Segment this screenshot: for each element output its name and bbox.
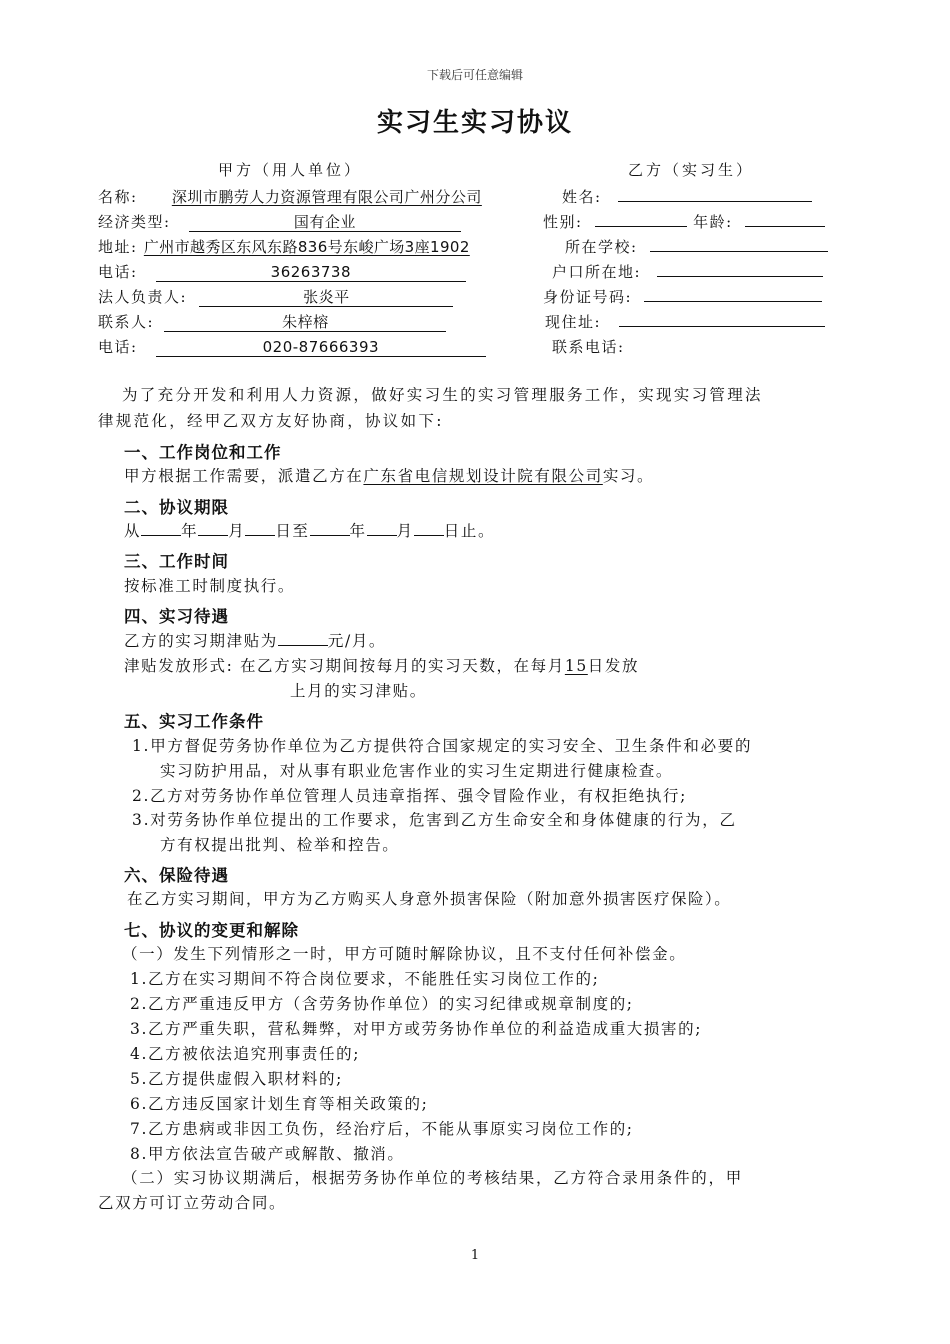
s7-paragraph-1: （一）发生下列情形之一时，甲方可随时解除协议，且不支付任何补偿金。 [122,945,687,963]
party-b-phone-row [552,336,625,357]
start-day-field[interactable] [245,521,275,536]
s4-pay-pre: 津贴发放形式: 在乙方实习期间按每月的实习天数，在每月 [124,657,565,675]
phone2-label: 电话: [98,338,138,356]
s7-item-1: 1.乙方在实习期间不符合岗位要求，不能胜任实习岗位工作的; [130,970,600,988]
party-a-type-row [98,211,461,232]
s7-item-7: 7.乙方患病或非因工负伤，经治疗后，不能从事原实习岗位工作的; [130,1120,634,1138]
s5-item-3a: 3.对劳务协作单位提出的工作要求，危害到乙方生命安全和身体健康的行为，乙 [132,811,737,829]
s7-item-8: 8.甲方依法宣告破产或解散、撤消。 [130,1145,405,1163]
section-6-text: 在乙方实习期间，甲方为乙方购买人身意外损害保险（附加意外损害医疗保险）。 [127,890,732,908]
address-label: 现住址: [545,313,602,331]
s7-item-3: 3.乙方严重失职，营私舞弊，对甲方或劳务协作单位的利益造成重大损害的; [130,1020,703,1038]
s5-item-2: 2.乙方对劳务协作单位管理人员违章指挥、强令冒险作业，有权拒绝执行; [132,787,687,805]
id-label: 身份证号码: [543,288,633,306]
party-b-hukou-row [552,261,823,282]
party-a-phone-row [98,261,466,282]
party-a-phone-value: 36263738 [156,263,466,282]
s7-paragraph-2b: 乙双方可订立劳动合同。 [98,1194,287,1212]
contact-label: 联系人: [98,313,155,331]
party-b-address-row [545,311,825,332]
hukou-label: 户口所在地: [552,263,642,281]
s5-item-1b: 实习防护用品，对从事有职业危害作业的实习生定期进行健康检查。 [160,762,674,780]
s2-day-to: 日至 [275,522,310,540]
party-b-name-row [562,186,812,207]
party-a-address-value: 广州市越秀区东风东路836号东峻广场3座1902 [143,238,470,256]
s1-post: 实习。 [602,467,655,485]
start-year-field[interactable] [141,521,181,536]
type-label: 经济类型: [98,213,171,231]
section-5-heading: 五、实习工作条件 [124,712,264,731]
section-1-heading: 一、工作岗位和工作 [124,443,282,462]
s7-paragraph-2a: （二）实习协议期满后，根据劳务协作单位的考核结果，乙方符合录用条件的，甲 [122,1169,744,1187]
section-7-heading: 七、协议的变更和解除 [124,921,299,940]
s2-year: 年 [181,522,199,540]
party-b-gender-field[interactable] [595,212,687,227]
page-number: 1 [470,1248,480,1263]
s4-pay-day: 15 [564,657,588,675]
allowance-amount-field[interactable] [278,631,328,646]
s2-from: 从 [124,522,142,540]
start-month-field[interactable] [198,521,228,536]
party-a-phone2-value: 020-87666393 [156,338,486,357]
party-b-school-field[interactable] [650,237,828,252]
end-day-field[interactable] [414,521,444,536]
legal-label: 法人负责人: [98,288,188,306]
school-label: 所在学校: [565,238,638,256]
end-year-field[interactable] [310,521,350,536]
phone-label: 电话: [98,263,138,281]
section-6-heading: 六、保险待遇 [124,866,229,885]
s2-day-end: 日止。 [443,522,496,540]
s7-item-2: 2.乙方严重违反甲方（含劳务协作单位）的实习纪律或规章制度的; [130,995,634,1013]
s5-item-1a: 1.甲方督促劳务协作单位为乙方提供符合国家规定的实习安全、卫生条件和必要的 [132,737,753,755]
party-b-id-field[interactable] [644,287,822,302]
party-b-address-field[interactable] [619,312,825,327]
party-a-legal-value: 张炎平 [199,288,453,307]
party-a-address-row [98,236,470,257]
age-label: 年龄: [693,213,733,231]
s4-allow-post: 元/月。 [327,632,387,650]
end-month-field[interactable] [367,521,397,536]
s4-allow-pre: 乙方的实习期津贴为 [124,632,278,650]
party-b-school-row [565,236,828,257]
party-b-name-field[interactable] [618,187,812,202]
intro-line-1: 为了充分开发和利用人力资源，做好实习生的实习管理服务工作，实现实习管理法 [122,386,763,404]
party-a-legal-row [98,286,453,307]
party-a-type-value: 国有企业 [189,213,461,232]
section-3-text: 按标准工时制度执行。 [124,577,296,595]
party-a-name-row [98,186,510,207]
name-label: 姓名: [562,188,602,206]
s7-item-5: 5.乙方提供虚假入职材料的; [130,1070,343,1088]
s7-item-6: 6.乙方违反国家计划生育等相关政策的; [130,1095,429,1113]
party-b-gender-row [543,211,825,232]
address-label: 地址: [98,238,138,256]
section-1-text [124,464,654,486]
s2-month2: 月 [396,522,414,540]
section-3-heading: 三、工作时间 [124,552,229,571]
s1-pre: 甲方根据工作需要，派遣乙方在 [124,467,364,485]
party-b-id-row [543,286,822,307]
section-2-heading: 二、协议期限 [124,498,229,517]
s2-year2: 年 [349,522,367,540]
party-a-contact-value: 朱梓榕 [164,313,446,332]
party-a-name-value: 深圳市鹏劳人力资源管理有限公司广州分公司 [171,188,482,206]
intro-line-2: 律规范化，经甲乙双方友好协商，协议如下: [98,412,444,430]
section-4-heading: 四、实习待遇 [124,607,229,626]
s5-item-3b: 方有权提出批判、检举和控告。 [160,836,400,854]
section-4-payment-line2: 上月的实习津贴。 [290,682,427,700]
gender-label: 性别: [543,213,583,231]
section-4-payment [124,654,639,676]
section-2-text [124,519,495,541]
s1-company: 广东省电信规划设计院有限公司 [363,467,603,485]
header-note: 下载后可任意编辑 [426,68,523,82]
party-a-phone2-row [98,336,486,357]
party-b-age-field[interactable] [745,212,825,227]
name-label: 名称: [98,188,138,206]
document-title: 实习生实习协议 [376,108,573,138]
party-a-heading: 甲方（用人单位） [218,161,363,179]
s7-item-4: 4.乙方被依法追究刑事责任的; [130,1045,361,1063]
section-4-allowance [124,629,386,651]
party-b-hukou-field[interactable] [657,262,823,277]
s2-month: 月 [228,522,246,540]
party-a-contact-row [98,311,446,332]
party-b-heading: 乙方（实习生） [628,161,755,179]
s4-pay-post: 日发放 [587,657,640,675]
phone-label: 联系电话: [552,338,625,356]
